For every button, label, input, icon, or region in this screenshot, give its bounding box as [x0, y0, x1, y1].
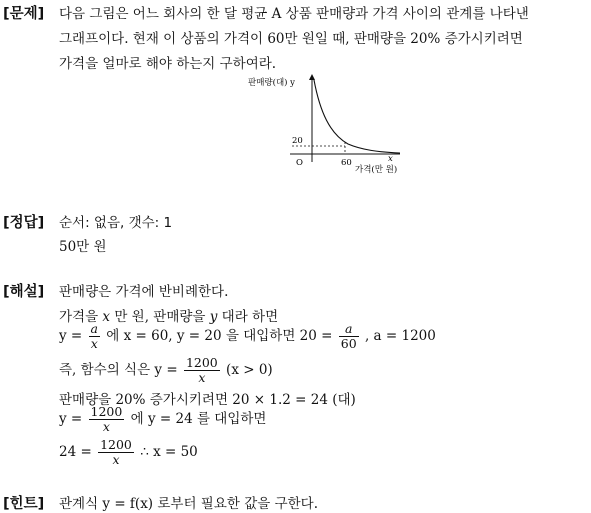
- solution-line-5: 판매량을 20% 증가시키려면 20 × 1.2 = 24 (대): [59, 392, 356, 408]
- x-axis-letter: x: [388, 154, 393, 164]
- x-axis-label: 가격(만 원): [355, 165, 398, 175]
- y-axis-arrow: [309, 74, 315, 80]
- solution-line-1: 판매량은 가격에 반비례한다.: [59, 284, 229, 300]
- hyperbola-curve: [314, 80, 400, 153]
- origin-label: O: [296, 158, 303, 168]
- answer-label: [정답]: [3, 215, 45, 231]
- problem-line-1: 다음 그림은 어느 회사의 한 달 평균 A 상품 판매량과 가격 사이의 관계를 나타낸: [59, 6, 529, 22]
- solution-label: [해설]: [3, 284, 45, 300]
- problem-label: [문제]: [3, 6, 45, 22]
- solution-line-3: y = $\frac{a}{x}$ 에 x = 60, y = 20 을 대입하면 20 = $\frac{a}{60}$ , a = 1200: [59, 321, 436, 351]
- solution-line-4: 즉, 함수의 식은 y = $\frac{1200}{x}$ (x > 0): [59, 355, 273, 385]
- hint-text: 관계식 y = f(x) 로부터 필요한 값을 구한다.: [59, 496, 318, 512]
- x-tick-label: 60: [341, 158, 352, 168]
- hint-label: [힌트]: [3, 496, 45, 512]
- inverse-proportion-graph: [240, 72, 410, 177]
- fraction-1200-over-x-2: $\frac{1200}{x}$: [90, 404, 123, 434]
- fraction-a-over-60: $\frac{a}{60}$: [340, 321, 357, 351]
- answer-line-1: 순서: 없음, 갯수: 1: [59, 215, 173, 231]
- fraction-1200-over-x: $\frac{1200}{x}$: [185, 355, 218, 385]
- solution-line-2: 가격을 x 만 원, 판매량을 y 대라 하면: [59, 309, 279, 325]
- answer-line-2: 50만 원: [59, 239, 107, 255]
- solution-line-7: 24 = $\frac{1200}{x}$ ∴ x = 50: [59, 437, 198, 467]
- problem-line-3: 가격을 얼마로 해야 하는지 구하여라.: [59, 56, 277, 72]
- y-axis-label: 판매량(대) y: [248, 78, 295, 88]
- fraction-a-over-x: $\frac{a}{x}$: [90, 321, 98, 351]
- fraction-1200-over-x-3: $\frac{1200}{x}$: [100, 437, 132, 467]
- solution-line-6: y = $\frac{1200}{x}$ 에 y = 24 를 대입하면: [59, 404, 267, 434]
- y-tick-label: 20: [292, 136, 303, 146]
- problem-line-2: 그래프이다. 현재 이 상품의 가격이 60만 원일 때, 판매량을 20% 증가시키려면: [59, 31, 523, 47]
